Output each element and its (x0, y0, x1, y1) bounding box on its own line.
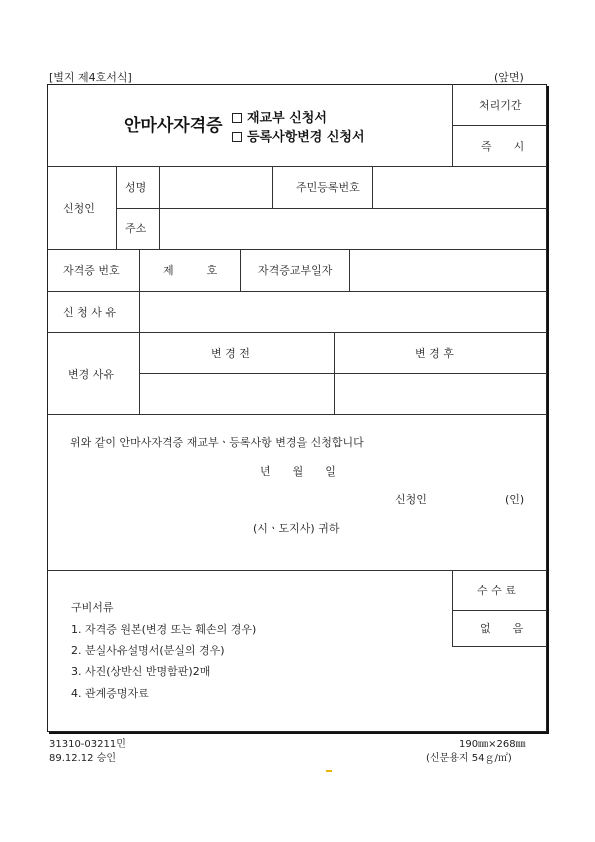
document-item: 1. 자격증 원본(변경 또는 훼손의 경우) (71, 623, 257, 636)
rule-change-mid (139, 373, 547, 374)
rule-period-left (452, 84, 453, 166)
processing-period-label: 처리기간 (479, 99, 522, 112)
rule-fee-bottom (452, 646, 547, 647)
document-item: 4. 관계증명자료 (71, 687, 149, 700)
seal-mark: (인) (505, 493, 525, 506)
option-change[interactable] (232, 131, 365, 144)
rule-change-split (334, 332, 335, 414)
rule-license-bottom (47, 291, 547, 292)
document-item: 2. 분실사유설명서(분실의 경우) (71, 644, 225, 657)
rule-issue-date-label-right (349, 249, 350, 291)
rule-field-label-right (159, 166, 160, 249)
page-marker (326, 770, 332, 772)
fee-value: 없 음 (480, 622, 524, 635)
fee-label: 수 수 료 (477, 584, 516, 597)
processing-period-value: 즉 시 (481, 140, 525, 153)
documents-heading: 구비서류 (71, 601, 114, 614)
recipient-label: (시ㆍ도지사) 귀하 (253, 522, 340, 535)
rule-name-right (272, 166, 273, 208)
address-label: 주소 (125, 222, 147, 235)
before-change-label: 변 경 전 (211, 347, 250, 360)
rule-declaration-bottom (47, 570, 547, 571)
declaration-date: 년 월 일 (260, 465, 336, 478)
paper-size: 190㎜×268㎜ (459, 739, 526, 750)
rule-fee-mid (452, 610, 547, 611)
declaration-statement: 위와 같이 안마사자격증 재교부ㆍ등록사항 변경을 신청합니다 (70, 436, 364, 449)
resident-number-label: 주민등록번호 (296, 181, 360, 194)
rule-period-mid (452, 125, 547, 126)
rule-title-bottom (47, 166, 547, 167)
rule-applicant-mid (116, 208, 547, 209)
option-reissue-label: 재교부 신청서 (247, 111, 327, 126)
after-change-label: 변 경 후 (415, 347, 454, 360)
reissue-checkbox[interactable] (232, 113, 242, 123)
name-label: 성명 (125, 181, 147, 194)
rule-resident-label-right (372, 166, 373, 208)
rule-lower-label-right (139, 249, 140, 414)
rule-reason-bottom (47, 332, 547, 333)
document-item: 3. 사진(상반신 반명함판)2매 (71, 665, 211, 678)
page-side-label: (앞면) (494, 71, 524, 84)
license-number-label: 자격증 번호 (63, 264, 120, 277)
paper-type: (신문용지 54ｇ/㎡) (426, 753, 512, 764)
change-reason-label: 변경 사유 (68, 368, 115, 381)
option-reissue[interactable] (232, 112, 327, 125)
license-number-field[interactable]: 제 호 (163, 264, 218, 277)
form-number: [별지 제4호서식] (49, 71, 132, 84)
form-code: 31310-03211민 (49, 739, 126, 750)
rule-applicant-bottom (47, 249, 547, 250)
rule-license-number-right (240, 249, 241, 291)
rule-fee-left (452, 570, 453, 646)
change-checkbox[interactable] (232, 132, 242, 142)
approval-date: 89.12.12 승인 (49, 753, 117, 764)
rule-applicant-label-right (116, 166, 117, 249)
rule-change-bottom (47, 414, 547, 415)
applicant-label: 신청인 (63, 202, 95, 215)
signer-label: 신청인 (395, 493, 427, 506)
issue-date-label: 자격증교부일자 (258, 264, 333, 277)
form-title: 안마사자격증 (124, 116, 223, 136)
option-change-label: 등록사항변경 신청서 (247, 130, 365, 145)
reason-label: 신 청 사 유 (63, 306, 116, 319)
